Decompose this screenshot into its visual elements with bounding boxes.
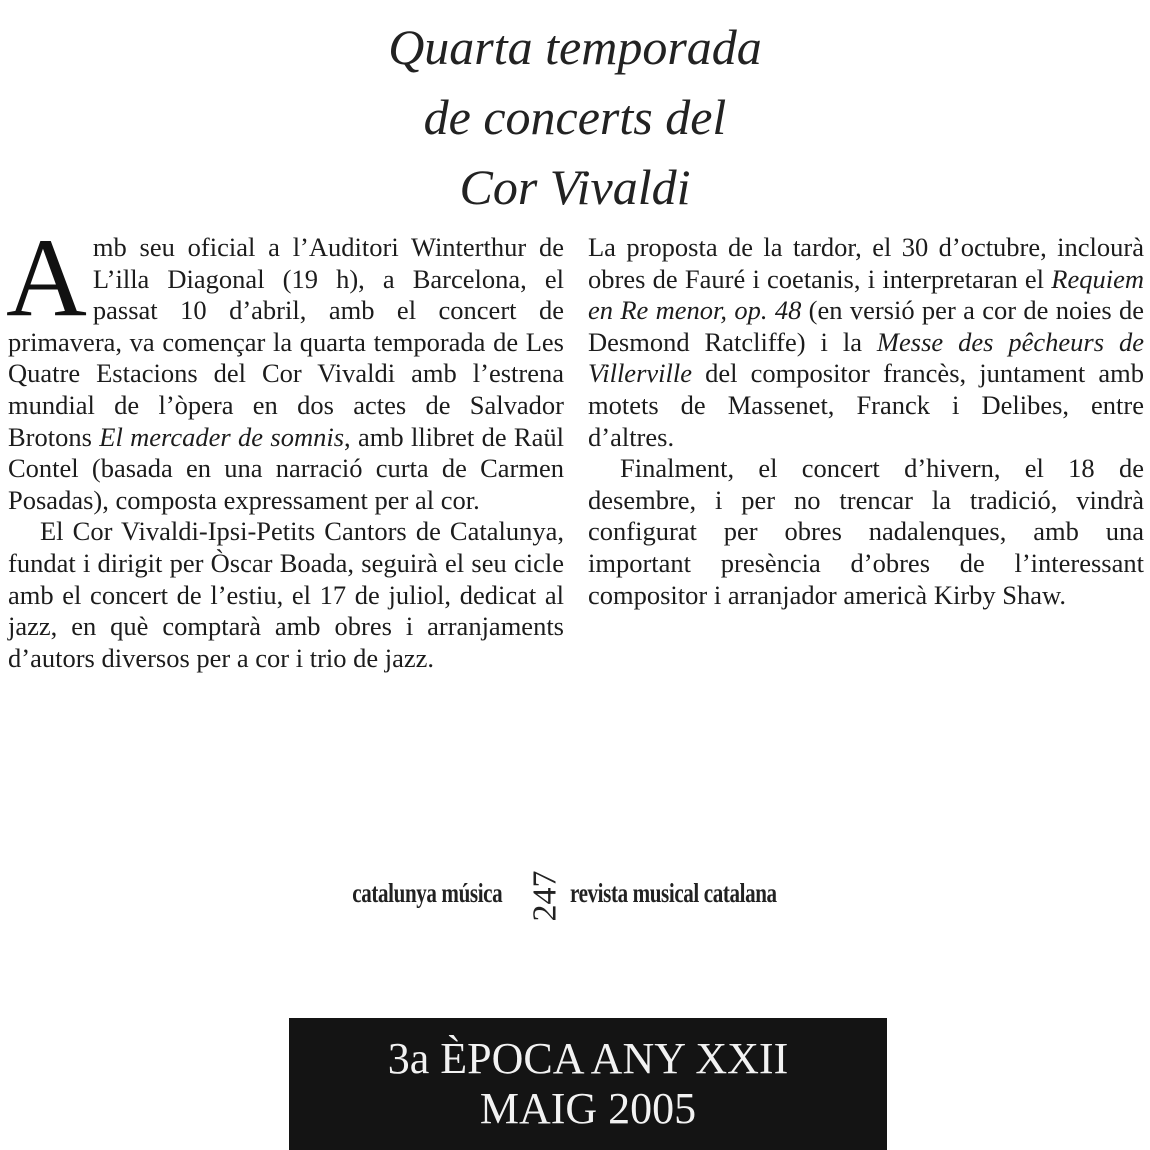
drop-cap: A [6,216,87,340]
banner-line-2: MAIG 2005 [479,1084,697,1133]
opera-title: El mercader de somnis [99,421,345,452]
paragraph-3 [588,232,1144,453]
paragraph-1 [6,216,564,516]
paragraph-2: El Cor Vivaldi-Ipsi-Petits Cantors de Catalunya, fundat i dirigit per Òscar Boada, seguirà el seu cicle amb el concert de l’estiu, el 17 de juliol, dedicat al jazz, en què comptarà amb obres i arranjaments d’autors diversos per a cor i trio de jazz. [8,516,564,673]
messe-title: Messe des pêcheurs de Villerville [588,326,1144,389]
title-line-1: Quarta temporada [388,19,762,75]
paragraph-3-a: La proposta de la tardor, el 30 d’octubre, inclourà obres de Fauré i coetanis, i interpretaran el [588,232,1144,294]
paragraph-3-b: (en versió per a cor de noies de Desmond Ratcliffe) i la [588,295,1144,357]
article-title [0,12,1150,222]
issue-number [523,856,567,936]
article-column-right [588,232,1144,611]
publication-name-left: catalunya música [352,878,502,908]
article-column-left [6,216,564,674]
paragraph-4: Finalment, el concert d’hivern, el 18 de desembre, i per no trencar la tradició, vindrà configurat per obres nadalenques, amb una important presència d’obres de l’interessant compositor i arranjador americà Kirby Shaw. [588,453,1144,610]
issue-number-text: 247 [526,870,563,922]
title-line-2: de concerts del [423,89,727,145]
banner-line-1: 3a ÈPOCA ANY XXII [387,1034,789,1083]
title-line-3: Cor Vivaldi [459,159,691,215]
paragraph-1-tail: , amb llibret de Raül Contel (basada en una narració curta de Carmen Posadas), composta expressament per al cor. [8,421,564,515]
requiem-title: Requiem en Re menor, op. 48 [588,263,1144,326]
publication-name-right: revista musical catalana [570,878,777,908]
paragraph-1-text: mb seu oficial a l’Auditori Winterthur de L’illa Diagonal (19 h), a Barcelona, el passat 10 d’abril, amb el concert de primavera, va començar la quarta temporada de Les Quatre Estacions del Cor Vivaldi amb l’estrena mundial de l’òpera en dos actes de Salvador Brotons [8,232,564,452]
paragraph-3-c: del compositor francès, juntament amb motets de Massenet, Franck i Delibes, entre d’altres. [588,358,1144,452]
edition-banner [289,1018,887,1150]
page-footer [0,848,1150,938]
